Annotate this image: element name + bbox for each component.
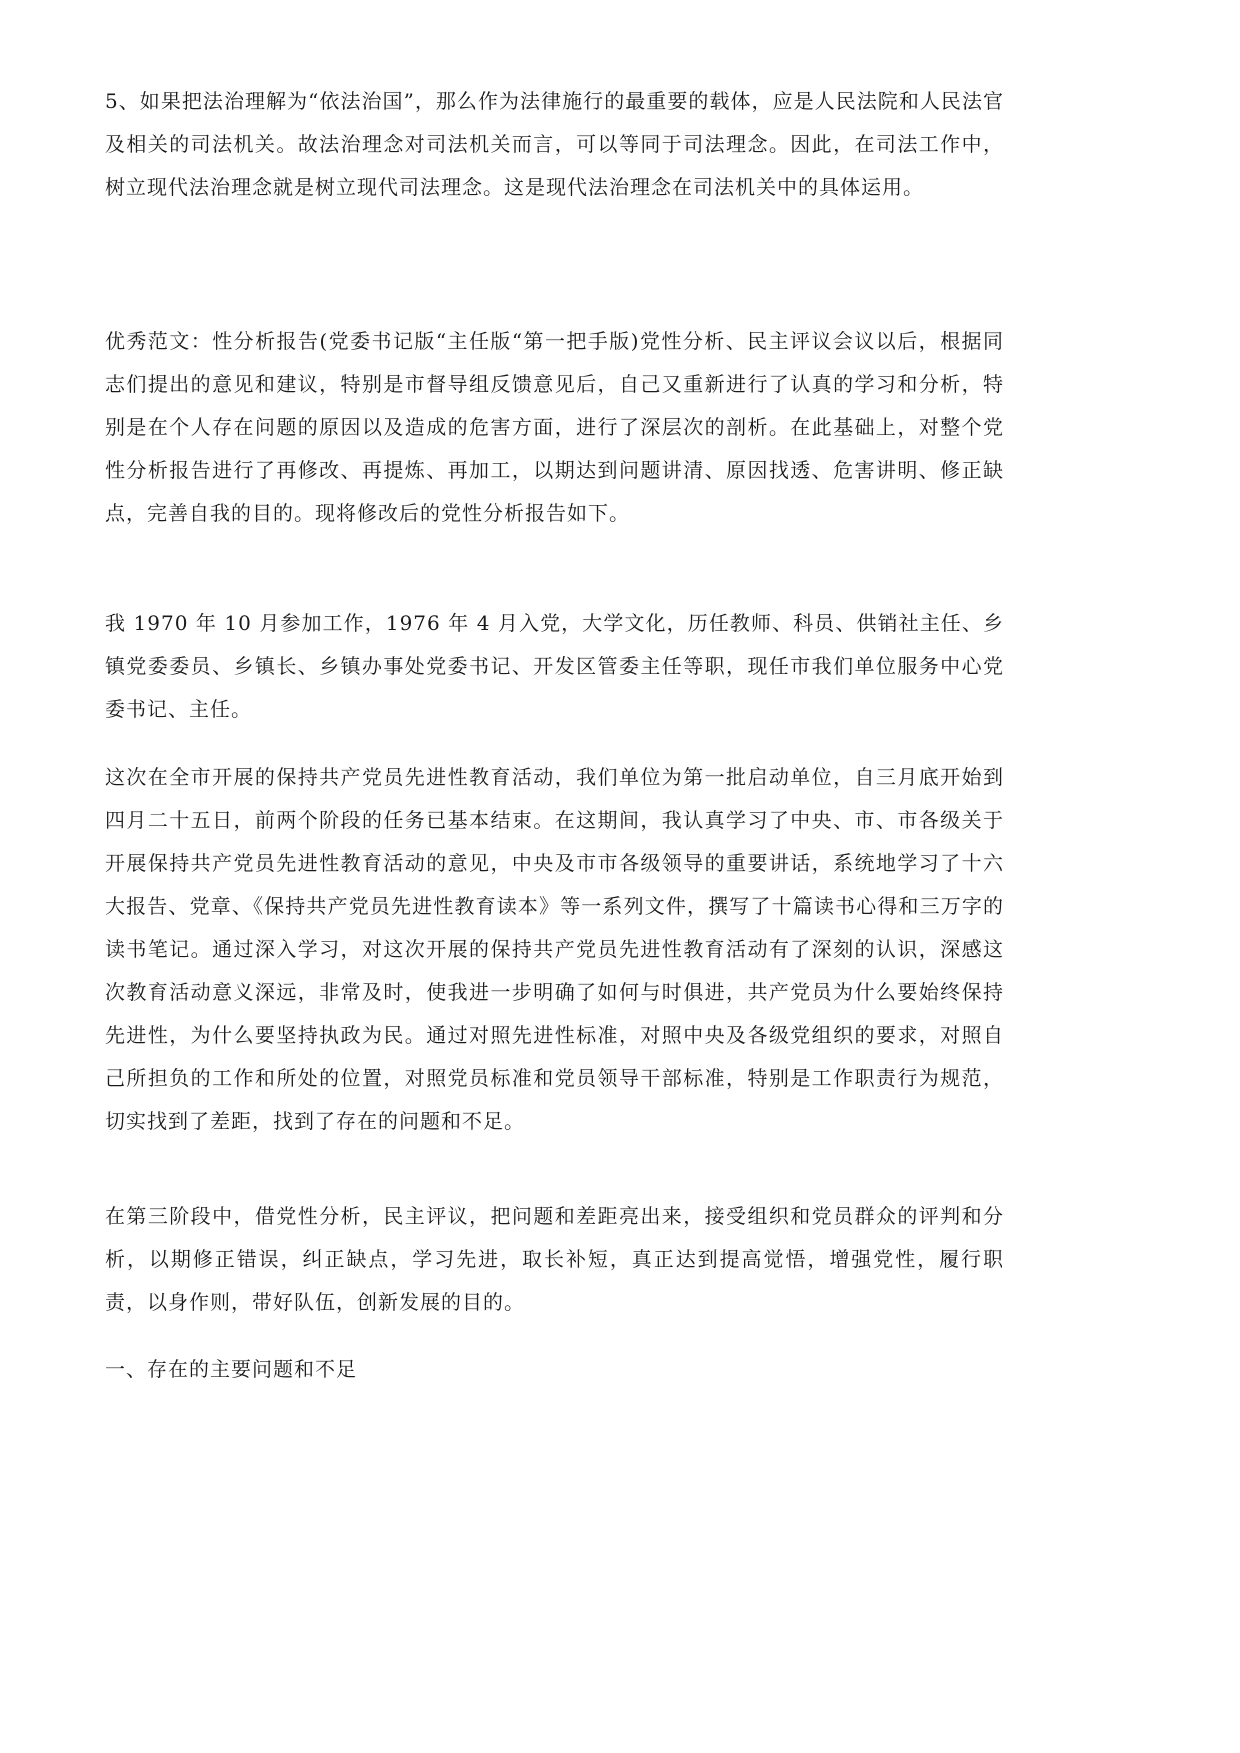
paragraph-third-stage: 在第三阶段中，借党性分析，民主评议，把问题和差距亮出来，接受组织和党员群众的评判和分析，以期修正错误，纠正缺点，学习先进，取长补短，真正达到提高觉悟，增强党性，履行职责，以身作则，带好队伍，创新发展的目的。 [105, 1204, 1004, 1314]
paragraph-education-campaign: 这次在全市开展的保持共产党员先进性教育活动，我们单位为第一批启动单位，自三月底开始到四月二十五日，前两个阶段的任务已基本结束。在这期间，我认真学习了中央、市、市各级关于开展保持共产党员先进性教育活动的意见，中央及市市各级领导的重要讲话，系统地学习了十六大报告、党章、《保持共产党员先进性教育读本》等一系列文件，撰写了十篇读书心得和三万字的读书笔记。通过深入学习，对这次开展的保持共产党员先进性教育活动有了深刻的认识，深感这次教育活动意义深远，非常及时，使我进一步明确了如何与时俱进，共产党员为什么要始终保持先进性，为什么要坚持执政为民。通过对照先进性标准，对照中央及各级党组织的要求，对照自己所担负的工作和所处的位置，对照党员标准和党员领导干部标准，特别是工作职责行为规范，切实找到了差距，找到了存在的问题和不足。 [105, 765, 1004, 1133]
paragraph-personal-background: 我 1970 年 10 月参加工作，1976 年 4 月入党，大学文化，历任教师、科员、供销社主任、乡镇党委委员、乡镇长、乡镇办事处党委书记、开发区管委主任等职，现任市我们单位服务中心党委书记、主任。 [105, 611, 1004, 721]
paragraph-model-essay-intro: 优秀范文：性分析报告(党委书记版“主任版“第一把手版)党性分析、民主评议会议以后，根据同志们提出的意见和建议，特别是市督导组反馈意见后，自己又重新进行了认真的学习和分析，特别是在个人存在问题的原因以及造成的危害方面，进行了深层次的剖析。在此基础上，对整个党性分析报告进行了再修改、再提炼、再加工，以期达到问题讲清、原因找透、危害讲明、修正缺点，完善自我的目的。现将修改后的党性分析报告如下。 [105, 329, 1004, 525]
paragraph-rule-of-law: 5、如果把法治理解为“依法治国”，那么作为法律施行的最重要的载体，应是人民法院和人民法官及相关的司法机关。故法治理念对司法机关而言，可以等同于司法理念。因此，在司法工作中，树立现代法治理念就是树立现代司法理念。这是现代法治理念在司法机关中的具体运用。 [105, 89, 1004, 199]
section-heading-main-problems: 一、存在的主要问题和不足 [105, 1357, 357, 1381]
